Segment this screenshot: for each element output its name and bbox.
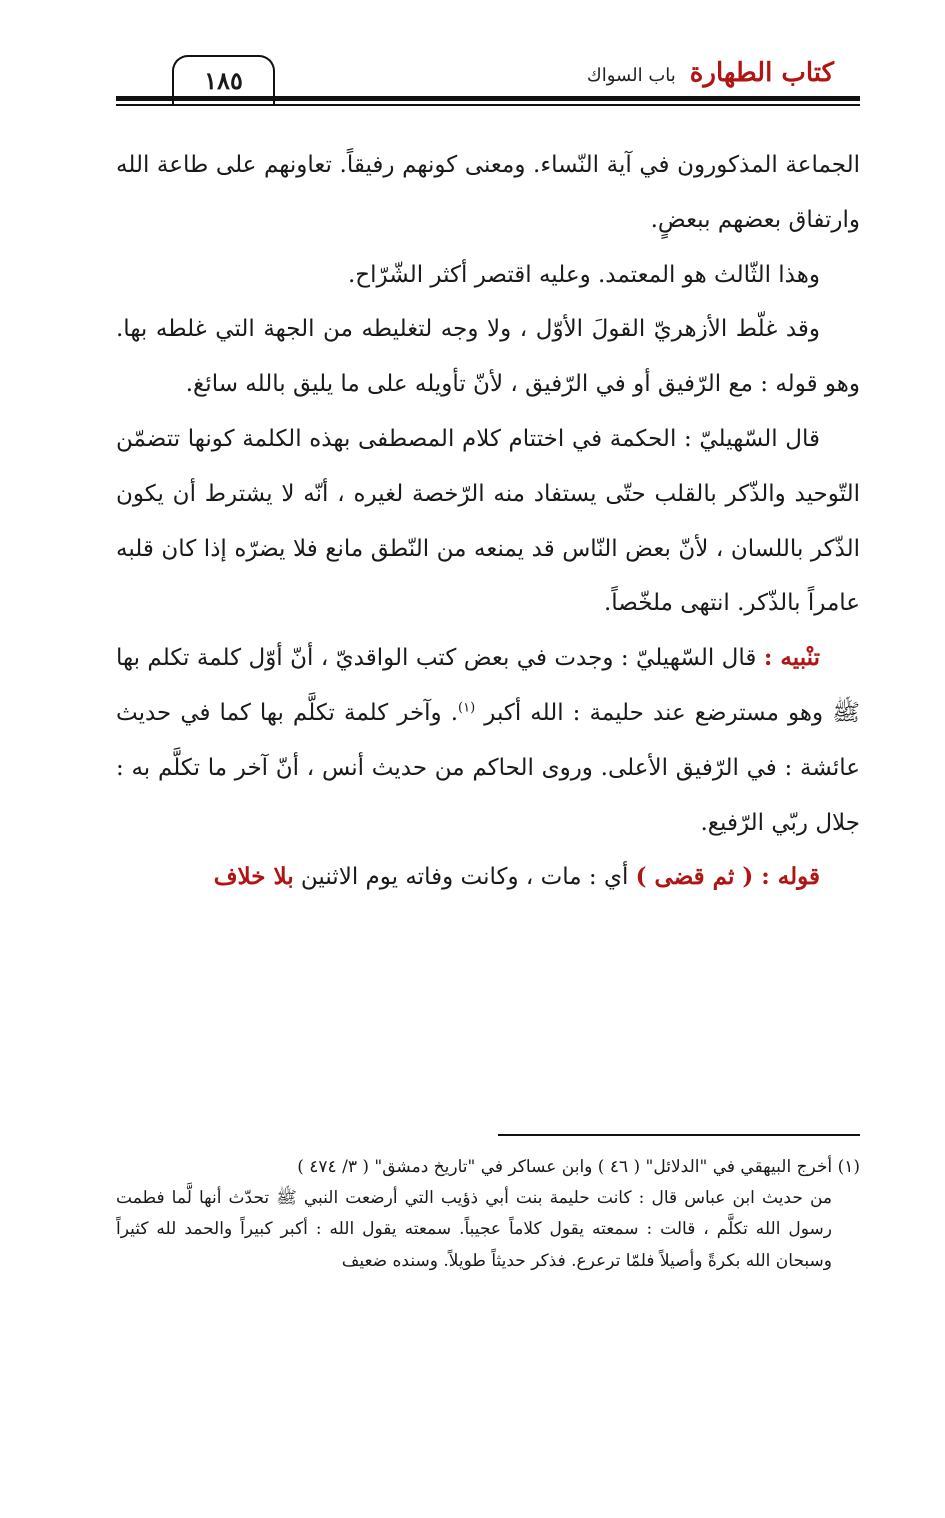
paragraph-text: . وآخر كلمة تكلَّم بها كما في حديث عائشة : في الرّفيق الأعلى. وروى الحاكم من حديث أنس ، أنّ آخر ما تكلَّم به : جلال ربّي الرّفيع. (116, 699, 860, 836)
paragraph: وهذا الثّالث هو المعتمد. وعليه اقتصر أكثر الشّرّاح. (347, 261, 820, 288)
paragraph: الجماعة المذكورون في آية النّساء. ومعنى كونهم رفيقاً. تعاونهم على طاعة الله وارتفاق بعضهم ببعضٍ. (116, 152, 860, 233)
footnote-number: (١) (837, 1157, 860, 1177)
note-label: تنْبيه : (763, 644, 820, 672)
footnote (116, 1152, 860, 1277)
highlight-text: بلا خلاف (213, 863, 294, 891)
footnote-text: أخرج البيهقي في "الدلائل" ( ٤٦ ) وابن عساكر في "تاريخ دمشق" ( ٣/ ٤٧٤ ) (297, 1157, 833, 1177)
footnote-line (116, 1152, 860, 1183)
footnote-ref[interactable]: (١) (458, 700, 476, 716)
paragraph (116, 631, 860, 850)
header-rule-thin (116, 104, 860, 106)
footnote-body: من حديث ابن عباس قال : كانت حليمة بنت أبي ذؤيب التي أرضعت النبي ﷺ تحدّث أنها لَّما فطمت رسول الله تكلَّم ، قالت : سمعته يقول كلاماً عجيباً. سمعته يقول الله : أكبر كبيراً والحمد لله كثيراً وسبحان الله بكرةً وأصيلاً فلمّا ترعرع. فذكر حديثاً طويلاً. وسنده ضعيف (116, 1188, 832, 1271)
paragraph-text: أي : مات ، وكانت وفاته يوم الاثنين (300, 864, 629, 891)
page-number: ١٨٥ (172, 55, 275, 104)
page-header (116, 52, 860, 110)
running-title (587, 58, 834, 88)
paragraph: قال السّهيليّ : الحكمة في اختتام كلام المصطفى بهذه الكلمة كونها تتضمّن التّوحيد والذّكر بالقلب حتّى يستفاد منه الرّخصة لغيره ، أنّه لا يشترط أن يكون الذّكر باللسان ، لأنّ بعض النّاس قد يمنعه من النّطق مانع فلا يضرّه إذا كان قلبه عامراً بالذّكر. انتهى ملخّصاً. (116, 425, 860, 617)
footnote-separator (498, 1134, 860, 1136)
book-title: كتاب الطهارة (689, 58, 834, 88)
paragraph-text: قال السّهيليّ : وجدت في بعض كتب الواقديّ ، أنّ أوّل كلمة تكلم بها ﷺ وهو مسترضع عند حليمة : الله أكبر (116, 645, 860, 726)
paragraph: وقد غلّط الأزهريّ القولَ الأوّل ، ولا وجه لتغليطه من الجهة التي غلطه بها. وهو قوله : مع الرّفيق أو في الرّفيق ، لأنّ تأويله على ما يليق بالله سائغ. (116, 316, 860, 398)
quote-label: قوله : ( ثم قضى ) (635, 863, 820, 891)
chapter-title: باب السواك (586, 65, 676, 86)
header-rule-thick (116, 96, 860, 101)
main-text (116, 138, 860, 905)
paragraph (116, 850, 860, 905)
